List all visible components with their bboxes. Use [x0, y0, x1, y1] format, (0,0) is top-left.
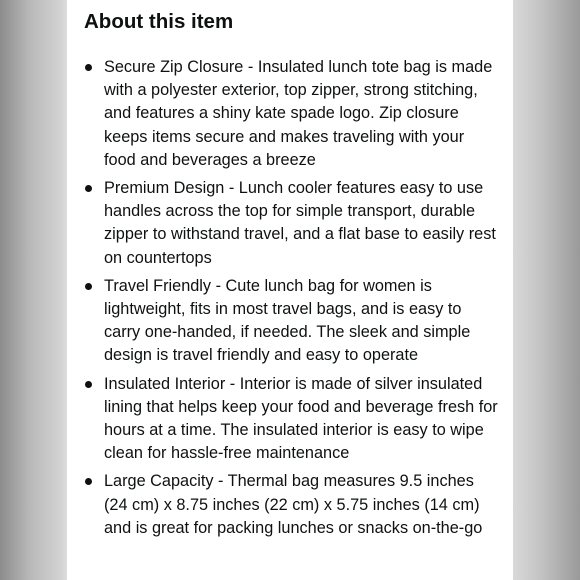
bullet-dot-icon — [85, 185, 92, 192]
bullet-dot-icon — [85, 381, 92, 388]
bullet-text: Large Capacity - Thermal bag measures 9.5 inches (24 cm) x 8.75 inches (22 cm) x 5.75 inches (14 cm) and is great for packing lunches or snacks on-the-go — [104, 472, 483, 537]
bullet-text: Premium Design - Lunch cooler features easy to use handles across the top for simple transport, durable zipper to withstand travel, and a flat base to easily rest on countertops — [104, 179, 496, 267]
bullet-text: Travel Friendly - Cute lunch bag for women is lightweight, fits in most travel bags, and is easy to carry one-handed, if needed. The sleek and simple design is travel friendly and easy to operate — [104, 276, 471, 365]
bullet-dot-icon — [85, 478, 92, 485]
about-this-item-panel — [67, 0, 513, 580]
feature-bullet-closure — [67, 56, 513, 172]
feature-bullet-design — [67, 177, 513, 270]
feature-bullet-interior — [67, 373, 513, 466]
bullet-dot-icon — [85, 64, 92, 71]
feature-bullet-travel — [67, 275, 513, 368]
feature-bullet-list — [67, 56, 513, 545]
bullet-text: Insulated Interior - Interior is made of silver insulated lining that helps keep your food and beverage fresh for hours at a time. The insulated interior is easy to wipe clean for hassle-free maintenance — [104, 374, 498, 463]
section-title: About this item — [84, 10, 234, 33]
bullet-dot-icon — [85, 283, 92, 290]
feature-bullet-capacity — [67, 470, 513, 540]
bullet-text: Secure Zip Closure - Insulated lunch tote bag is made with a polyester exterior, top zipper, strong stitching, and features a shiny kate spade logo. Zip closure keeps items secure and makes traveling with your food and beverages a breeze — [104, 58, 493, 169]
